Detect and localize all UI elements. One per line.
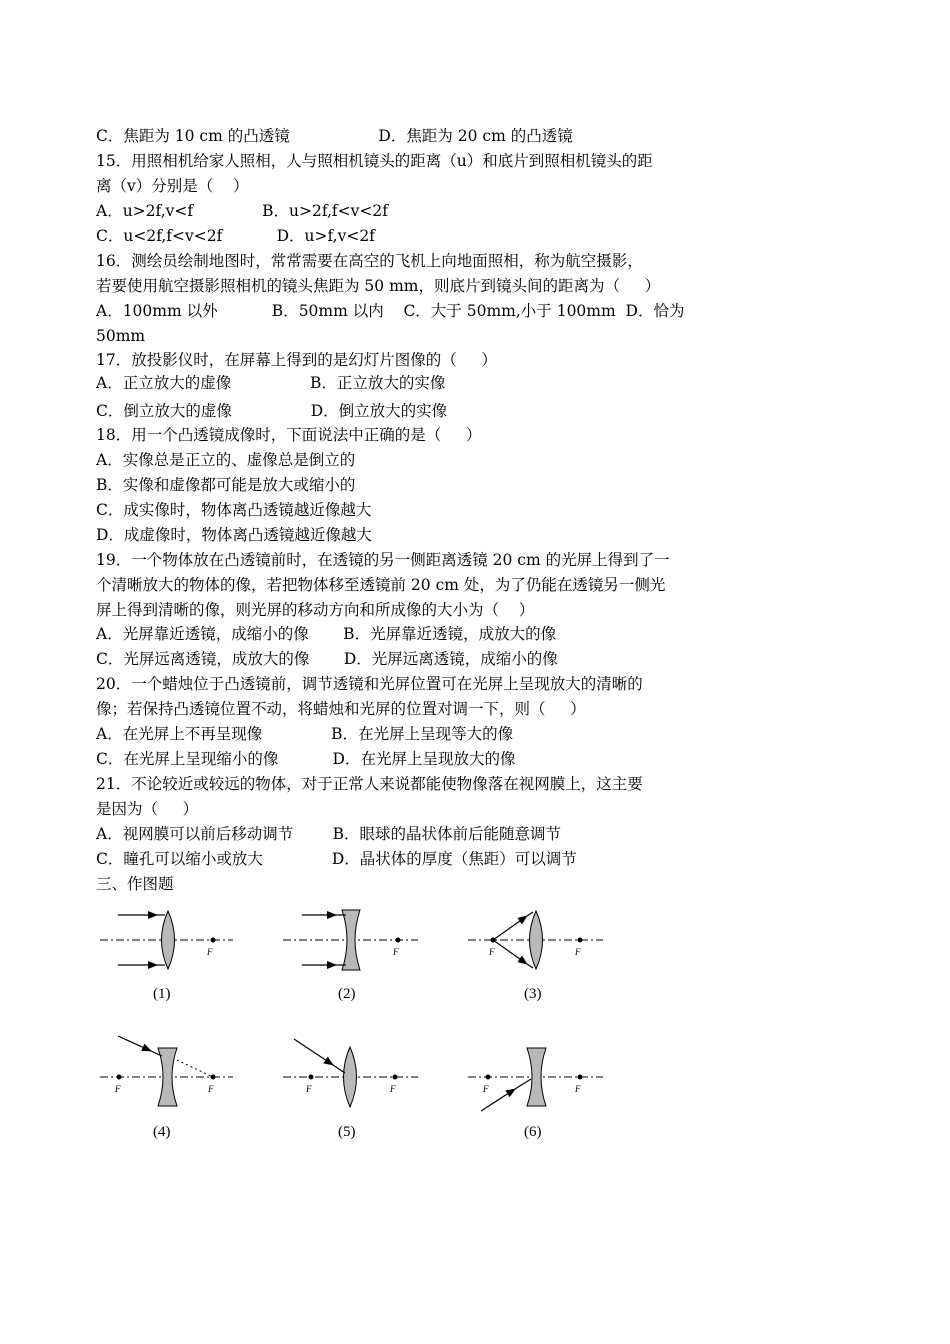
question-15-options: C．u<2f,f<v<2f D．u>f,v<2f <box>96 227 375 245</box>
focus-label: F <box>393 947 399 957</box>
question-19-text: 个清晰放大的物体的像，若把物体移至透镜前 20 cm 处，为了仍能在透镜另一侧光 <box>96 576 666 594</box>
question-19-options: A．光屏靠近透镜，成缩小的像 B．光屏靠近透镜，成放大的像 <box>96 625 557 643</box>
question-15-text: 离（v）分别是（ ） <box>96 177 249 195</box>
question-18-option-b: B．实像和虚像都可能是放大或缩小的 <box>96 476 356 494</box>
focus-label: F <box>115 1084 121 1094</box>
question-18-option-a: A．实像总是正立的、虚像总是倒立的 <box>96 451 356 469</box>
question-15-options: A．u>2f,v<f B．u>2f,f<v<2f <box>96 202 388 220</box>
question-18-text: 18．用一个凸透镜成像时，下面说法中正确的是（ ） <box>96 426 482 444</box>
focus-label: F <box>207 947 213 957</box>
question-21-text: 21．不论较近或较远的物体，对于正常人来说都能使物像落在视网膜上，这主要 <box>96 775 643 793</box>
question-16-options: A．100mm 以外 B．50mm 以内 C．大于 50mm,小于 100mm D．恰为 <box>96 302 685 320</box>
question-21-options: A．视网膜可以前后移动调节 B．眼球的晶状体前后能随意调节 <box>96 825 562 843</box>
question-18-option-d: D．成虚像时，物体离凸透镜越近像越大 <box>96 526 372 544</box>
diagram-4 <box>114 1036 216 1140</box>
diagram-2 <box>302 910 401 1002</box>
question-20-text: 像；若保持凸透镜位置不动，将蜡烛和光屏的位置对调一下，则（ ） <box>96 700 586 718</box>
diagram-caption: (1) <box>153 986 171 1002</box>
question-19-options: C．光屏远离透镜，成放大的像 D．光屏远离透镜，成缩小的像 <box>96 650 558 668</box>
diagram-caption: (3) <box>524 986 542 1002</box>
focus-label: F <box>483 1084 489 1094</box>
diagram-6 <box>481 1048 583 1140</box>
focus-label: F <box>575 1084 581 1094</box>
diagram-caption: (4) <box>153 1124 171 1140</box>
focus-label: F <box>489 947 495 957</box>
question-17-options: A．正立放大的虚像 B．正立放大的实像 <box>96 374 446 392</box>
question-20-options: C．在光屏上呈现缩小的像 D．在光屏上呈现放大的像 <box>96 750 516 768</box>
question-20-text: 20．一个蜡烛位于凸透镜前，调节透镜和光屏位置可在光屏上呈现放大的清晰的 <box>96 675 643 693</box>
question-21-text: 是因为（ ） <box>96 800 199 818</box>
diagram-caption: (6) <box>524 1124 542 1140</box>
question-17-text: 17．放投影仪时，在屏幕上得到的是幻灯片图像的（ ） <box>96 351 497 369</box>
focus-label: F <box>306 1084 312 1094</box>
question-20-options: A．在光屏上不再呈现像 B．在光屏上呈现等大的像 <box>96 725 514 743</box>
focus-label: F <box>390 1084 396 1094</box>
question-21-options: C．瞳孔可以缩小或放大 D．晶状体的厚度（焦距）可以调节 <box>96 850 577 868</box>
diagram-5 <box>294 1039 398 1140</box>
question-19-text: 19．一个物体放在凸透镜前时，在透镜的另一侧距离透镜 20 cm 的光屏上得到了一 <box>96 551 670 569</box>
question-19-text: 屏上得到清晰的像，则光屏的移动方向和所成像的大小为（ ） <box>96 601 535 619</box>
section-heading: 三、作图题 <box>96 875 174 893</box>
text-line: C．焦距为 10 cm 的凸透镜 D．焦距为 20 cm 的凸透镜 <box>96 127 573 145</box>
focus-label: F <box>575 947 581 957</box>
diagram-3 <box>488 911 583 1002</box>
diagram-1 <box>118 911 216 1002</box>
diagram-caption: (5) <box>338 1124 356 1140</box>
question-16-text: 若要使用航空摄影照相机的镜头焦距为 50 mm，则底片到镜头间的距离为（ ） <box>96 277 661 295</box>
question-16-options: 50mm <box>96 327 146 345</box>
question-16-text: 16．测绘员绘制地图时，常常需要在高空的飞机上向地面照相，称为航空摄影， <box>96 252 643 270</box>
question-18-option-c: C．成实像时，物体离凸透镜越近像越大 <box>96 501 372 519</box>
diagram-caption: (2) <box>338 986 356 1002</box>
focus-label: F <box>208 1084 214 1094</box>
question-15-text: 15．用照相机给家人照相，人与照相机镜头的距离（u）和底片到照相机镜头的距 <box>96 152 653 170</box>
question-17-options: C．倒立放大的虚像 D．倒立放大的实像 <box>96 402 448 420</box>
